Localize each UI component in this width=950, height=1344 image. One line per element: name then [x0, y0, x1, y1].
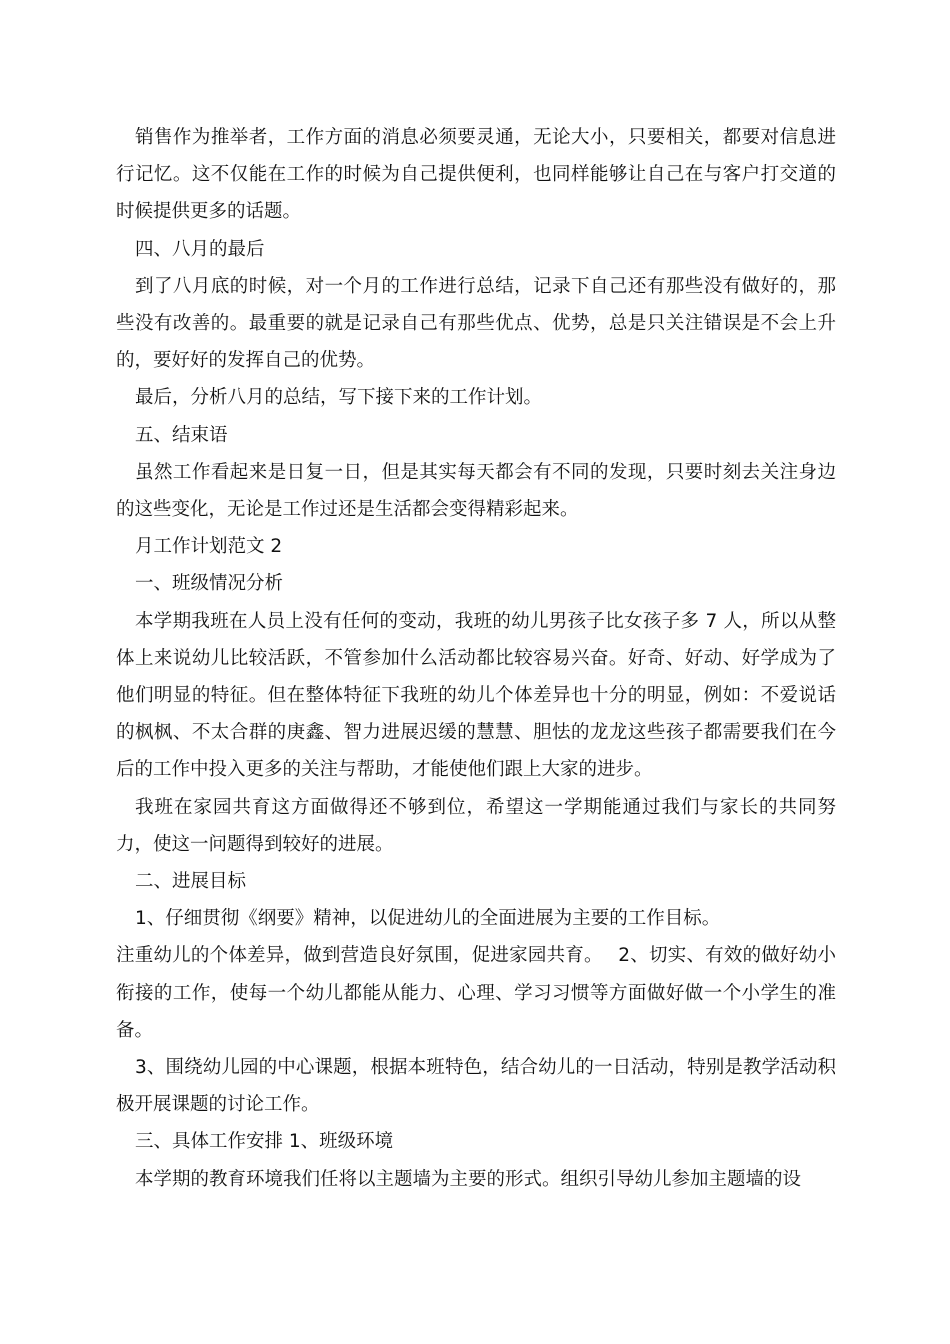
heading-sample-2: 月工作计划范文 2 — [135, 536, 283, 558]
heading-august-end: 四、八月的最后 — [135, 238, 265, 260]
paragraph-home-school: 我班在家园共育这方面做得还不够到位，希望这一学期能通过我们与家长的共同努力，使这一问题得到较好的进展。 — [116, 796, 836, 855]
heading-conclusion: 五、结束语 — [135, 424, 228, 446]
heading-goals: 二、进展目标 — [135, 871, 247, 893]
paragraph-conclusion: 虽然工作看起来是日复一日，但是其实每天都会有不同的发现，只要时刻去关注身边的这些变化，无论是工作过还是生活都会变得精彩起来。 — [116, 461, 836, 521]
paragraph-class-analysis: 本学期我班在人员上没有任何的变动，我班的幼儿男孩子比女孩子多 7 人，所以从整体上来说幼儿比较活跃，不管参加什么活动都比较容易兴奋。好奇、好动、好学成为了他们明显的特征。但在整体特征下我班的幼儿个体差异也十分的明显，例如：不爱说话的枫枫、不太合群的庚鑫、智力进展迟缓的慧慧、胆怯的龙龙这些孩子都需要我们在今后的工作中投入更多的关注与帮助，才能使他们跟上大家的进步。 — [116, 610, 836, 781]
heading-class-analysis: 一、班级情况分析 — [135, 573, 284, 595]
heading-work-arrangement: 三、具体工作安排 1、班级环境 — [135, 1131, 394, 1153]
paragraph-month-summary: 到了八月底的时候，对一个月的工作进行总结，记录下自己还有那些没有做好的，那些没有改善的。最重要的就是记录自己有那些优点、优势，总是只关注错误是不会上升的，要好好的发挥自己的优势。 — [116, 275, 836, 372]
goal-item-3: 3、围绕幼儿园的中心课题，根据本班特色，结合幼儿的一日活动，特别是教学活动积极开展课题的讨论工作。 — [116, 1057, 836, 1116]
document-body — [116, 119, 836, 1198]
goal-item-1: 1、仔细贯彻《纲要》精神，以促进幼儿的全面进展为主要的工作目标。 — [135, 908, 721, 930]
paragraph-finally: 最后，分析八月的总结，写下接下来的工作计划。 — [135, 387, 543, 409]
goal-item-2: 注重幼儿的个体差异，做到营造良好氛围，促进家园共育。 2、切实、有效的做好幼小衔接的工作，使每一个幼儿都能从能力、心理、学习习惯等方面做好做一个小学生的准备。 — [116, 945, 836, 1041]
paragraph-environment: 本学期的教育环境我们任将以主题墙为主要的形式。组织引导幼儿参加主题墙的设 — [135, 1168, 802, 1190]
paragraph-sales-info: 销售作为推举者，工作方面的消息必须要灵通，无论大小，只要相关，都要对信息进行记忆。这不仅能在工作的时候为自己提供便利，也同样能够让自己在与客户打交道的时候提供更多的话题。 — [116, 127, 836, 223]
